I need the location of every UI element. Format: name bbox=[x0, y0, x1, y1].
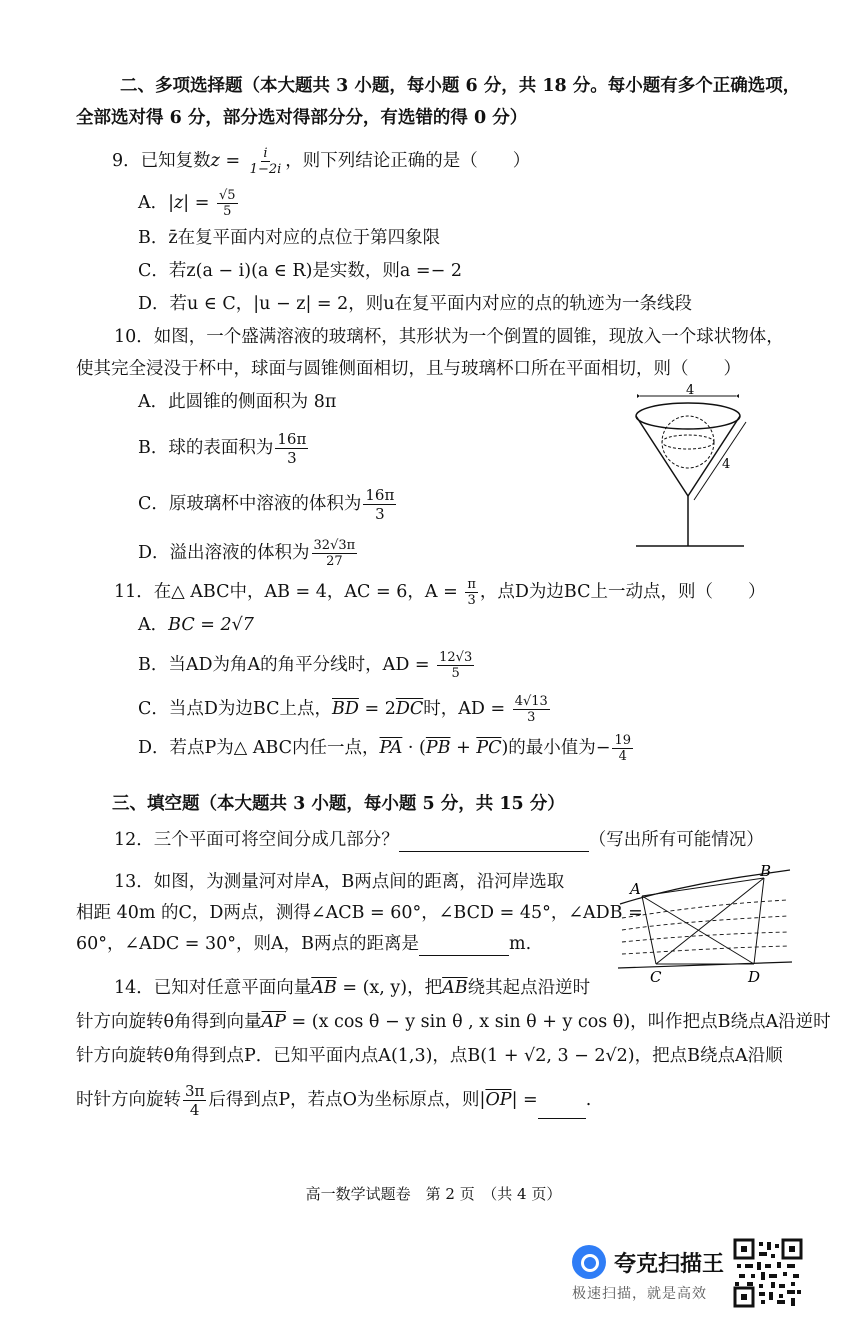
q11-option-d bbox=[138, 733, 635, 764]
q10-b-den: 3 bbox=[287, 449, 297, 467]
q11-d-mid2: + bbox=[450, 738, 477, 758]
q11-c-vector-dc: $\overline{DC}$ bbox=[395, 699, 424, 719]
q14-line4-b: 后得到点P，若点O为坐标原点，则| bbox=[208, 1090, 486, 1110]
q10-d-text: 溢出溶液的体积为 bbox=[169, 543, 310, 563]
q13-line3-a: 60°，∠ADC = 30°，则A，B两点的距离是 bbox=[76, 934, 420, 954]
q11-c-num: 4√13 bbox=[514, 694, 548, 709]
q11-b-den: 5 bbox=[451, 666, 460, 681]
q14-line1-b: = (x, y)，把 bbox=[336, 978, 443, 998]
q11-d-vector-pc: $\overline{PC}$ bbox=[476, 738, 502, 758]
q14-line2-b: = (x cos θ − y sin θ , x sin θ + y cos θ)，叫作把点B绕点A沿逆时 bbox=[285, 1012, 831, 1032]
q9-option-d bbox=[138, 292, 692, 316]
q12-stem bbox=[114, 828, 764, 852]
q11-stem-num: π bbox=[467, 577, 476, 592]
segment-ab bbox=[642, 878, 764, 896]
arrow-head-right bbox=[736, 394, 739, 398]
q13-line3 bbox=[76, 932, 531, 956]
q10-c-fraction bbox=[363, 486, 396, 523]
option-label: A． bbox=[138, 392, 169, 412]
q10-d-num: 32√3π bbox=[313, 538, 356, 553]
q9-a-fraction bbox=[217, 188, 238, 219]
q9-frac-num: i bbox=[263, 146, 268, 161]
q11-b-num: 12√3 bbox=[439, 650, 473, 665]
scanner-logo-icon bbox=[572, 1245, 606, 1279]
q12-text: 12．三个平面可将空间分成几部分？ bbox=[114, 830, 399, 850]
q14-fraction bbox=[183, 1082, 206, 1119]
q14-line3: 针方向旋转θ角得到点P．已知平面内点A(1,3)，点B(1 + √2, 3 − 2√2)，把点B绕点A沿顺 bbox=[76, 1046, 783, 1066]
q9-stem-prefix: 9．已知复数 bbox=[112, 151, 211, 171]
segment-ac bbox=[642, 896, 656, 964]
sphere bbox=[662, 416, 714, 468]
option-label: B． bbox=[138, 438, 169, 458]
q11-c-vector-bd: $\overline{BD}$ bbox=[332, 699, 359, 719]
point-c-label: C bbox=[650, 968, 662, 986]
q10-option-b bbox=[138, 430, 310, 467]
q13-line2: 相距 40m 的C，D两点，测得∠ACB = 60°，∠BCD = 45°，∠ADB = bbox=[76, 903, 643, 923]
q10-b-num: 16π bbox=[277, 430, 307, 448]
q14-vector-op: $\overline{OP}$ bbox=[485, 1090, 512, 1110]
option-label: A． bbox=[138, 193, 169, 213]
q11-d-vector-pb: $\overline{PB}$ bbox=[425, 738, 451, 758]
q12-hint: （写出所有可能情况） bbox=[588, 830, 764, 850]
q14-line1-c: 绕其起点沿逆时 bbox=[467, 978, 591, 998]
option-label: C． bbox=[138, 261, 169, 281]
q9-d-text: 若u ∈ C，|u − z| = 2，则u在复平面内对应的点的轨迹为一条线段 bbox=[169, 294, 693, 314]
q11-d-mid1: · ( bbox=[402, 738, 426, 758]
q9-a-text: |z| = bbox=[168, 193, 215, 213]
arrow-head-left bbox=[637, 394, 640, 398]
river-figure bbox=[612, 864, 798, 986]
q13-answer-blank bbox=[419, 937, 509, 956]
q11-b-text: 当AD为角A的角平分线时，AD = bbox=[168, 655, 436, 675]
q14-vector-ab-2: $\overline{AB}$ bbox=[442, 978, 468, 998]
q11-c-fraction bbox=[513, 694, 550, 725]
page-footer: 高一数学试题卷 第 2 页 （共 4 页） bbox=[305, 1185, 562, 1203]
q11-d-text-a: 若点P为△ ABC内任一点， bbox=[169, 738, 380, 758]
scanner-watermark bbox=[572, 1243, 732, 1303]
water-line bbox=[622, 946, 788, 954]
q9-option-c bbox=[138, 259, 462, 283]
q14-line1 bbox=[114, 976, 590, 1000]
q11-a-text: BC = 2√7 bbox=[168, 615, 254, 635]
near-bank bbox=[618, 962, 792, 968]
q14-vector-ap: $\overline{AP}$ bbox=[261, 1012, 286, 1032]
q11-stem-b: ，点D为边BC上一动点，则（ ） bbox=[479, 582, 766, 602]
section-3-heading: 三、填空题（本大题共 3 小题，每小题 5 分，共 15 分） bbox=[112, 794, 565, 814]
q11-option-c bbox=[138, 694, 552, 725]
option-label: D． bbox=[138, 738, 170, 758]
q9-option-a bbox=[138, 188, 240, 219]
option-label: B． bbox=[138, 655, 169, 675]
q10-option-c bbox=[138, 486, 398, 523]
q11-c-den: 3 bbox=[527, 710, 536, 725]
q11-c-mid: = 2 bbox=[358, 699, 396, 719]
q9-a-num: √5 bbox=[218, 188, 236, 203]
q10-stem-line1: 10．如图，一个盛满溶液的玻璃杯，其形状为一个倒置的圆锥，现放入一个球状物体， bbox=[114, 327, 784, 347]
scanner-slogan: 极速扫描，就是高效 bbox=[572, 1286, 707, 1302]
qr-code-icon bbox=[733, 1238, 803, 1308]
q11-d-fraction bbox=[612, 733, 633, 764]
option-label: D． bbox=[138, 294, 170, 314]
section-2-heading-line2: 全部选对得 6 分，部分选对得部分分，有选错的得 0 分） bbox=[76, 108, 528, 128]
q11-c-text-a: 当点D为边BC上点， bbox=[168, 699, 332, 719]
q13-line3-b: m. bbox=[509, 934, 532, 954]
q9-a-den: 5 bbox=[223, 204, 232, 219]
q10-c-num: 16π bbox=[365, 486, 395, 504]
q14-line4-d: . bbox=[585, 1090, 592, 1110]
scanner-brand-name: 夸克扫描王 bbox=[614, 1252, 725, 1277]
q11-b-fraction bbox=[437, 650, 474, 681]
segment-bc bbox=[656, 878, 764, 964]
point-d-label: D bbox=[748, 968, 761, 986]
sphere-equator bbox=[662, 435, 714, 449]
q10-c-text: 原玻璃杯中溶液的体积为 bbox=[168, 494, 362, 514]
q14-den: 4 bbox=[189, 1101, 200, 1119]
segment-bd bbox=[754, 878, 764, 964]
q10-stem-line2: 使其完全浸没于杯中，球面与圆锥侧面相切，且与玻璃杯口所在平面相切，则（ ） bbox=[76, 359, 741, 379]
section-2-heading-line1: 二、多项选择题（本大题共 3 小题，每小题 6 分，共 18 分。每小题有多个正确选项， bbox=[120, 76, 801, 96]
point-b-label: B bbox=[760, 864, 772, 880]
option-label: A． bbox=[138, 615, 169, 635]
q9-stem bbox=[112, 146, 530, 177]
option-label: B． bbox=[138, 228, 169, 248]
q9-stem-suffix: ，则下列结论正确的是（ ） bbox=[285, 151, 531, 171]
q11-stem bbox=[114, 577, 765, 608]
q11-d-vector-pa: $\overline{PA}$ bbox=[379, 738, 403, 758]
water-line bbox=[622, 900, 788, 918]
q11-c-text-b: 时，AD = bbox=[423, 699, 511, 719]
q9-fraction bbox=[248, 146, 284, 177]
q10-option-d bbox=[138, 538, 359, 569]
q14-line4 bbox=[76, 1082, 591, 1119]
q10-b-text: 球的表面积为 bbox=[168, 438, 274, 458]
q9-frac-den: 1−2i bbox=[249, 162, 282, 177]
q10-c-den: 3 bbox=[375, 505, 385, 523]
q11-d-den: 4 bbox=[618, 749, 627, 764]
q10-d-fraction bbox=[312, 538, 358, 569]
q11-d-text-b: )的最小值为− bbox=[501, 738, 611, 758]
point-a-label: A bbox=[630, 880, 641, 898]
q14-line4-c: | = bbox=[511, 1090, 538, 1110]
q11-option-b bbox=[138, 650, 476, 681]
q11-stem-fraction bbox=[465, 577, 478, 608]
q10-b-fraction bbox=[275, 430, 308, 467]
cone-slant-dimension bbox=[694, 422, 746, 500]
q14-answer-blank bbox=[538, 1100, 586, 1119]
cone-figure bbox=[632, 384, 752, 552]
q9-b-text: z̄在复平面内对应的点位于第四象限 bbox=[168, 228, 441, 248]
q12-answer-blank bbox=[399, 833, 589, 852]
q10-d-den: 27 bbox=[326, 554, 343, 569]
option-label: C． bbox=[138, 494, 169, 514]
q9-z: z bbox=[210, 151, 220, 171]
q10-option-a bbox=[138, 390, 336, 414]
q14-line4-a: 时针方向旋转 bbox=[76, 1090, 181, 1110]
q9-option-b bbox=[138, 226, 440, 250]
q14-line2-a: 针方向旋转θ角得到向量 bbox=[76, 1012, 262, 1032]
cone-side-label: 4 bbox=[722, 457, 731, 472]
option-label: D． bbox=[138, 543, 170, 563]
q13-line1: 13．如图，为测量河对岸A，B两点间的距离，沿河岸选取 bbox=[114, 872, 565, 892]
q10-a-text: 此圆锥的侧面积为 8π bbox=[168, 392, 337, 412]
q14-vector-ab: $\overline{AB}$ bbox=[311, 978, 337, 998]
q14-line1-a: 14．已知对任意平面向量 bbox=[114, 978, 312, 998]
q11-d-num: 19 bbox=[614, 733, 632, 748]
q14-line2 bbox=[76, 1010, 831, 1034]
water-line bbox=[622, 932, 788, 942]
q14-num: 3π bbox=[185, 1082, 205, 1100]
q9-eq: = bbox=[219, 151, 246, 171]
cone-top-label: 4 bbox=[686, 384, 695, 398]
option-label: C． bbox=[138, 699, 169, 719]
q11-stem-den: 3 bbox=[467, 593, 476, 608]
q11-stem-a: 11．在△ ABC中，AB = 4，AC = 6，A = bbox=[114, 582, 464, 602]
q11-option-a bbox=[138, 613, 254, 637]
q9-c-text: 若z(a − i)(a ∈ R)是实数，则a =− 2 bbox=[168, 261, 462, 281]
